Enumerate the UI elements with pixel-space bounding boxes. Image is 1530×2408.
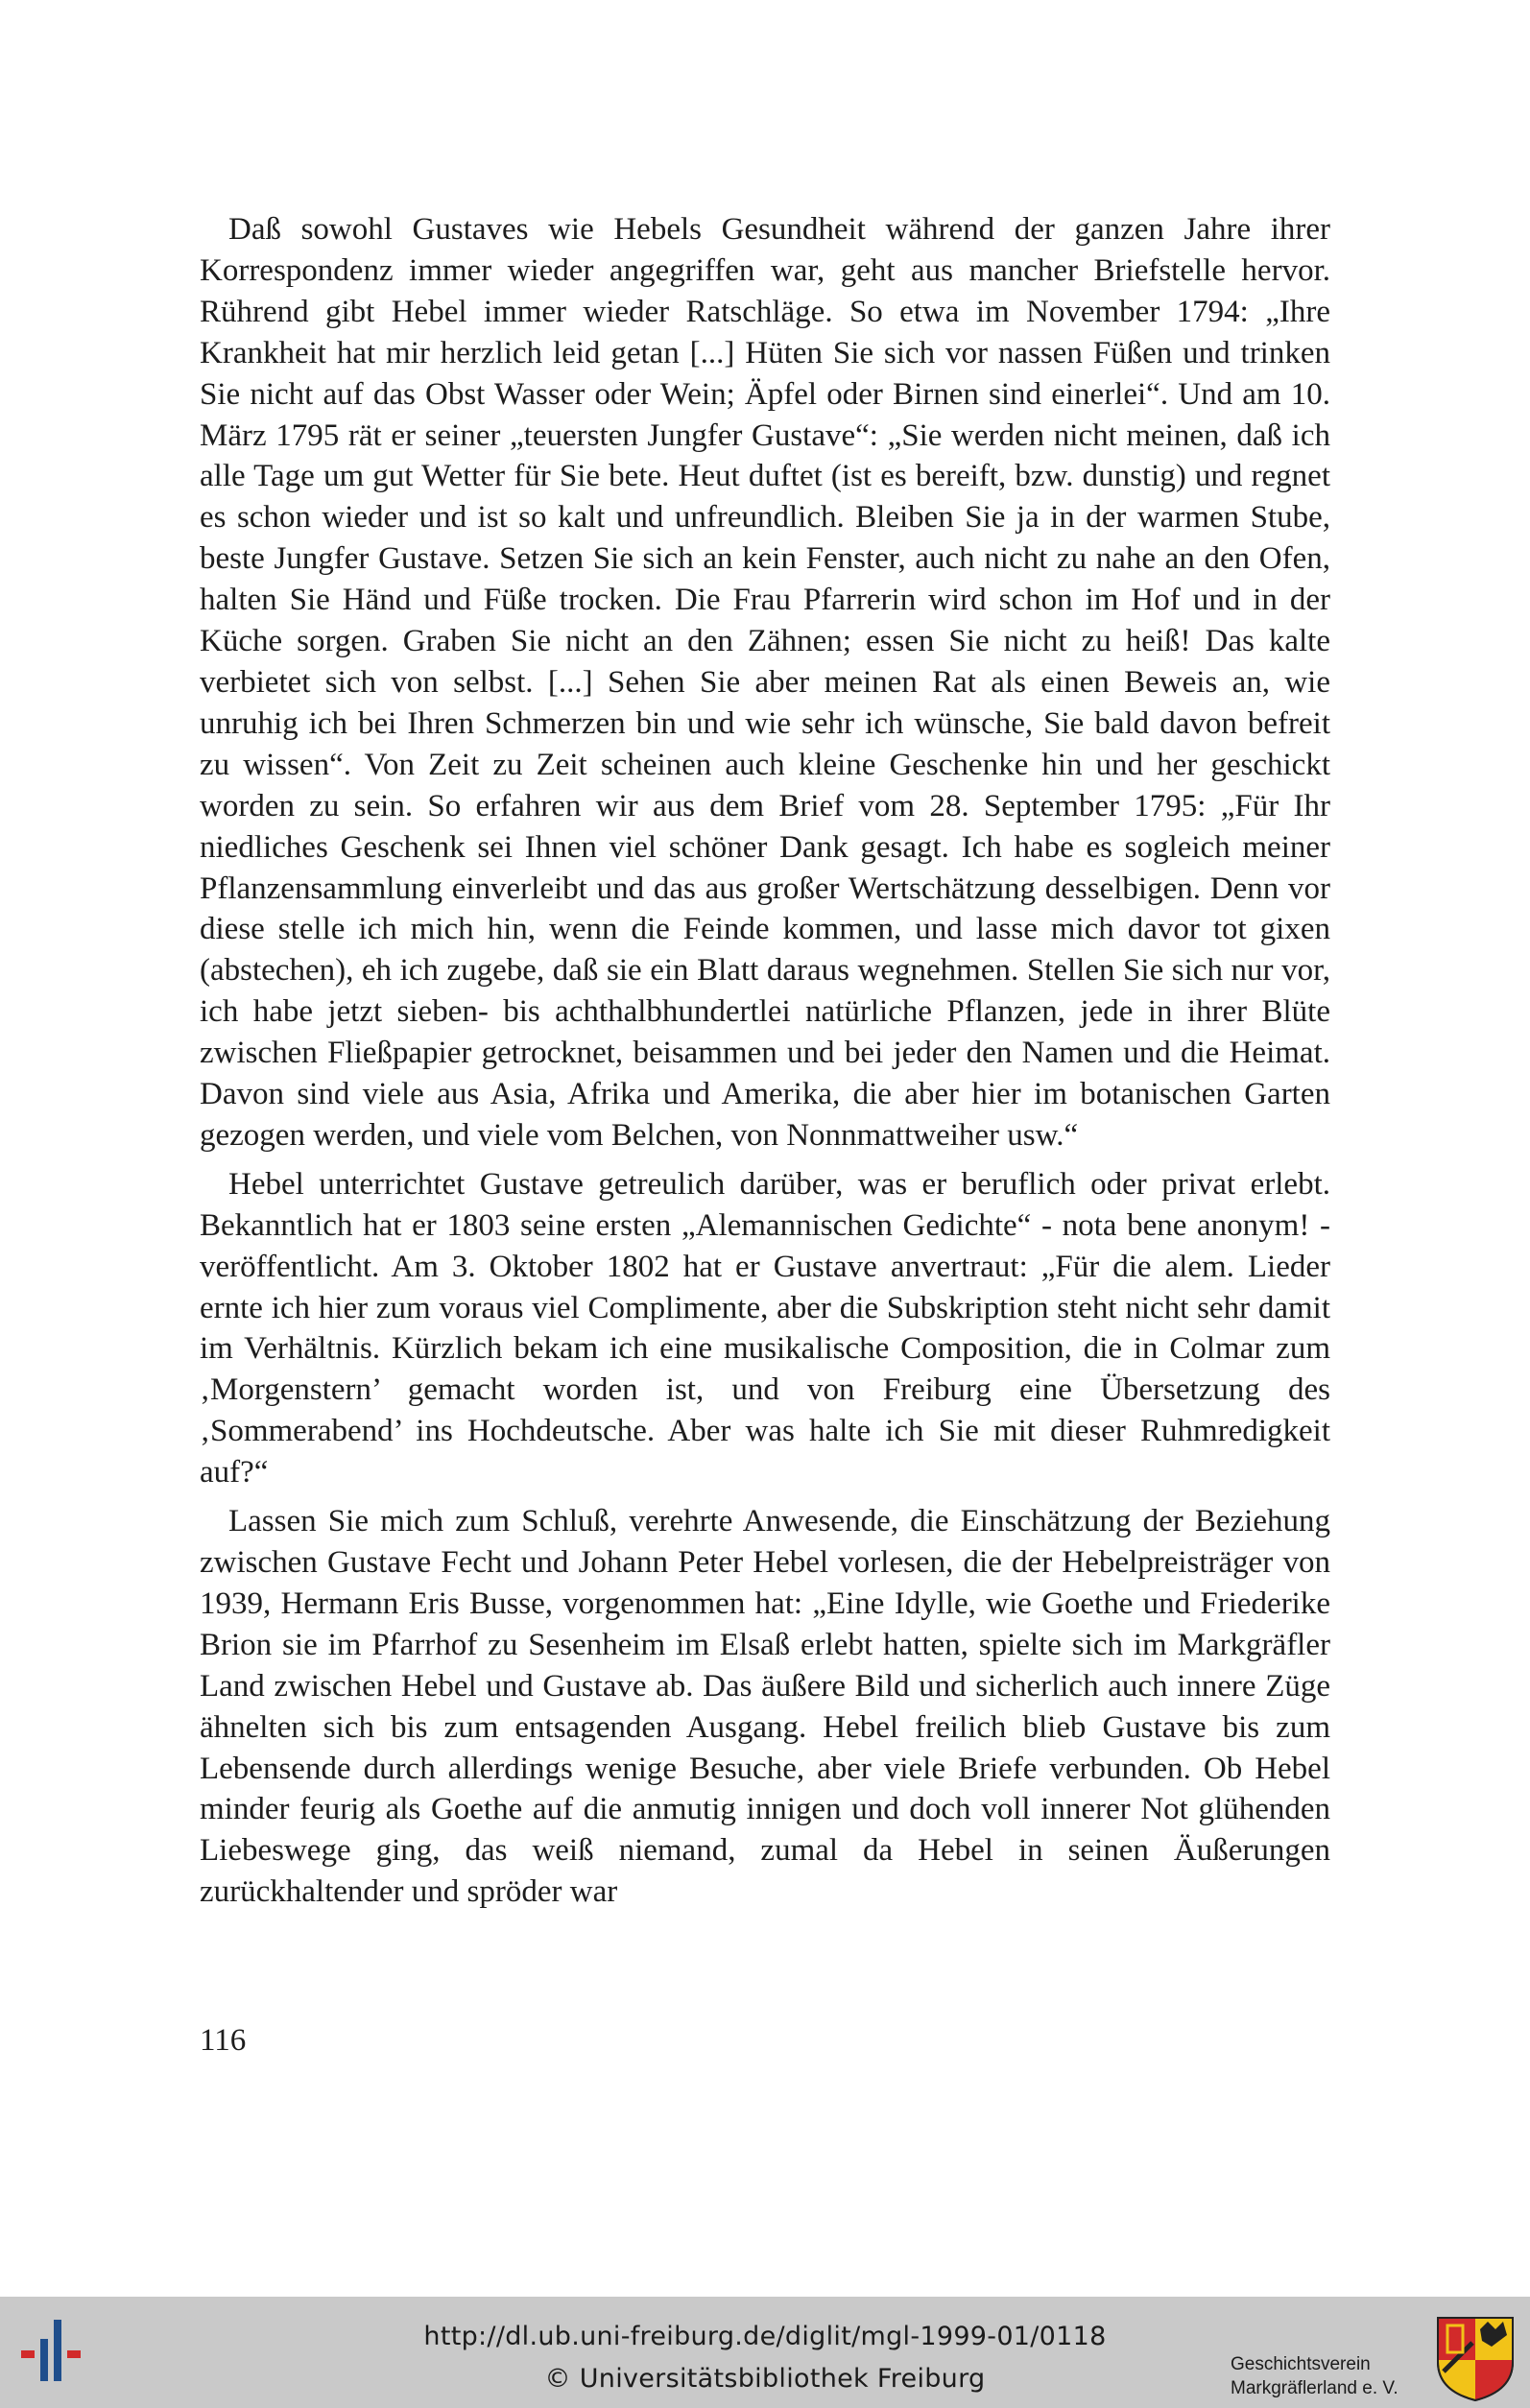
footer-bar xyxy=(0,2297,1530,2408)
page-body xyxy=(200,209,1330,1913)
society-name xyxy=(1231,2352,1399,2400)
society-name-line-1: Geschichtsverein xyxy=(1231,2354,1371,2374)
paragraph-3: Lassen Sie mich zum Schluß, verehrte Anwesende, die Einschätzung der Beziehung zwischen Gustave Fecht und Johann Peter Hebel vorlesen, die der Hebelpreisträger von 1939, Hermann Eris Busse, vorgenommen hat: „Eine Idylle, wie Goethe und Friederike Brion sie im Pfarrhof zu Sesenheim im Elsaß erlebt hatten, spielte sich im Markgräfler Land zwischen Hebel und Gustave ab. Das äußere Bild und sicherlich auch innere Züge ähnelten sich bis zum entsagenden Ausgang. Hebel freilich blieb Gustave bis zum Lebensende durch allerdings wenige Besuche, aber viele Briefe verbunden. Ob Hebel minder feurig als Goethe auf die anmutig innigen und doch voll innerer Not glühenden Liebeswege ging, das weiß niemand, zumal da Hebel in seinen Äußerungen zurückhaltender und spröder war xyxy=(200,1504,1330,1910)
coat-of-arms-icon[interactable] xyxy=(1434,2314,1517,2402)
paragraph-1: Daß sowohl Gustaves wie Hebels Gesundheit während der ganzen Jahre ihrer Korrespondenz immer wieder angegriffen war, geht aus mancher Briefstelle hervor. Rührend gibt Hebel immer wieder Ratschläge. So etwa im November 1794: „Ihre Krankheit hat mir herzlich leid getan [...] Hüten Sie sich vor nassen Füßen und trinken Sie nicht auf das Obst Wasser oder Wein; Äpfel oder Birnen sind einerlei“. Und am 10. März 1795 rät er seiner „teuersten Jungfer Gustave“: „Sie werden nicht meinen, daß ich alle Tage um gut Wetter für Sie bete. Heut duftet (ist es bereift, bzw. dunstig) und regnet es schon wieder und ist so kalt und unfreundlich. Bleiben Sie ja in der warmen Stube, beste Jungfer Gustave. Setzen Sie sich an kein Fenster, auch nicht zu nahe an den Ofen, halten Sie Händ und Füße trocken. Die Frau Pfarrerin wird schon im Hof und in der Küche sorgen. Graben Sie nicht an den Zähnen; essen Sie nicht zu heiß! Das kalte verbietet sich von selbst. [...] Sehen Sie aber meinen Rat als einen Beweis an, wie unruhig ich bei Ihren Schmerzen bin und wie sehr ich wünsche, Sie bald davon befreit zu wissen“. Von Zeit zu Zeit scheinen auch kleine Geschenke hin und her geschickt worden zu sein. So erfahren wir aus dem Brief vom 28. September 1795: „Für Ihr niedliches Geschenk sei Ihnen viel schöner Dank gesagt. Ich habe es sogleich meiner Pflanzensammlung einverleibt und das aus großer Wertschätzung desselbigen. Denn vor diese stelle ich mich hin, wenn die Feinde kommen, und lasse mich davor tot gixen (abstechen), eh ich zugebe, daß sie ein Blatt daraus wegnehmen. Stellen Sie sich nur vor, ich habe jetzt sieben- bis achthalbhundertlei natürliche Pflanzen, jede in ihrer Blüte zwischen Fließpapier getrocknet, beisammen und bei jeder den Namen und die Heimat. Davon sind viele aus Asia, Afrika und Amerika, die aber hier im botanischen Garten gezogen werden, und viele vom Belchen, von Nonnmattweiher usw.“ xyxy=(200,212,1330,1153)
footer-url-link[interactable]: http://dl.ub.uni-freiburg.de/diglit/mgl-1999-01/0118 xyxy=(423,2322,1107,2351)
paragraph-2: Hebel unterrichtet Gustave getreulich darüber, was er beruflich oder privat erlebt. Bekanntlich hat er 1803 seine ersten „Alemannischen Gedichte“ - nota bene anonym! -veröffentlicht. Am 3. Oktober 1802 hat er Gustave anvertraut: „Für die alem. Lieder ernte ich hier zum voraus viel Complimente, aber die Subskription steht nicht sehr damit im Verhältnis. Kürzlich bekam ich eine musikalische Composition, die in Colmar zum ‚Morgenstern’ gemacht worden ist, und von Freiburg eine Übersetzung des ‚Sommerabend’ ins Hochdeutsche. Aber was halte ich Sie mit dieser Ruhmredigkeit auf?“ xyxy=(200,1166,1330,1490)
footer-copyright: © Universitätsbibliothek Freiburg xyxy=(544,2364,986,2394)
page-number: 116 xyxy=(200,2023,247,2058)
society-name-line-2: Markgräflerland e. V. xyxy=(1231,2378,1399,2398)
